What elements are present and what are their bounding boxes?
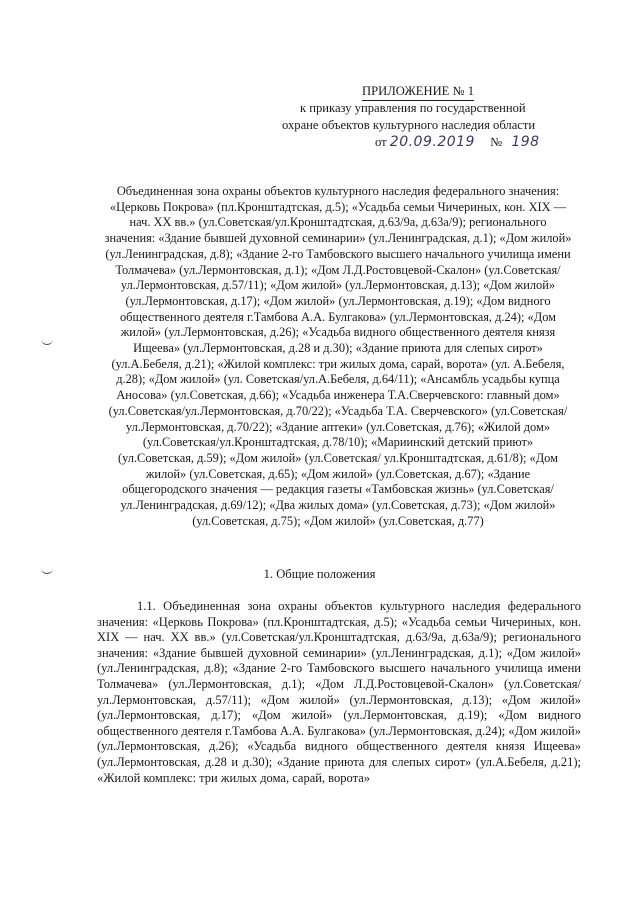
authority-line: охране объектов культурного наследия области [282, 118, 536, 132]
margin-mark [41, 338, 53, 345]
order-reference-line: к приказу управления по государственной [300, 101, 526, 115]
handwritten-number: 198 [511, 134, 540, 150]
appendix-title-text: ПРИЛОЖЕНИЕ № 1 [362, 84, 474, 101]
number-sign: № [490, 135, 503, 149]
date-number-line [375, 135, 540, 151]
handwritten-date: 20.09.2019 [389, 134, 475, 150]
date-prefix: от [375, 135, 387, 149]
appendix-title [362, 84, 474, 101]
section-heading: 1. Общие положения [263, 567, 376, 581]
paragraph-1-1: 1.1. Объединенная зона охраны объектов культурного наследия федерального значения: «Церковь Покрова» (пл.Кронштадтская, д.5); «Усадьба семьи Чичериных, кон. XIX — нач. XX вв.» (ул.Советская/ул.Кронштадтская, д.63/9а, д.63а/9); регионального значения: «Здание бывшей духовной семинарии» (ул.Ленинградская, д.1); «Дом жилой» (ул.Ленинградская, д.8); «Здание 2-го Тамбовского высшего начального училища имени Толмачева» (ул.Лермонтовская, д.1); «Дом Л.Д.Ростовцевой-Скалон» (ул.Советская/ул.Лермонтовская, д.57/11); «Дом жилой» (ул.Лермонтовская, д.13); «Дом жилой» (ул.Лермонтовская, д.17); «Дом жилой» (ул.Лермонтовская, д.19); «Дом видного общественного деятеля г.Тамбова А.А. Булгакова» (ул.Лермонтовская, д.24); «Дом жилой» (ул.Лермонтовская, д.26); «Усадьба видного общественного деятеля князя Ищеева» (ул.Лермонтовская, д.28 и д.30); «Здание приюта для слепых сирот» (ул.А.Бебеля, д.21); «Жилой комплекс: три жилых дома, сарай, ворота» [97, 599, 581, 785]
zone-description: Объединенная зона охраны объектов культурного наследия федерального значения: «Церковь Покрова» (пл.Кронштадтская, д.5); «Усадьба семьи Чичериных, кон. XIX — нач. XX вв.» (ул.Советская/ул.Кронштадтская, д.63/9а, д.63а/9); регионального значения: «Здание бывшей духовной семинарии» (ул.Ленинградская, д.1); «Дом жилой» (ул.Ленинградская, д.8); «Здание 2-го Тамбовского высшего начального училища имени Толмачева» (ул.Лермонтовская, д.1); «Дом Л.Д.Ростовцевой-Скалон» (ул.Советская/ ул.Лермонтовская, д.57/11); «Дом жилой» (ул.Лермонтовская, д.13); «Дом жилой» (ул.Лермонтовская, д.17); «Дом жилой» (ул.Лермонтовская, д.19); «Дом видного общественного деятеля г.Тамбова А.А. Булгакова» (ул.Лермонтовская, д.24); «Дом жилой» (ул.Лермонтовская, д.26); «Усадьба видного общественного деятеля князя Ищеева» (ул.Лермонтовская, д.28 и д.30); «Здание приюта для слепых сирот» (ул.А.Бебеля, д.21); «Жилой комплекс: три жилых дома, сарай, ворота» (ул. А.Бебеля, д.28); «Дом жилой» (ул. Советская/ул.А.Бебеля, д.64/11); «Ансамбль усадьбы купца Аносова» (ул.Советская, д.66); «Усадьба инженера Т.А.Сверчевского: главный дом» (ул.Советская/ул.Лермонтовская, д.70/22); «Усадьба Т.А. Сверчевского» (ул.Советская/ ул.Лермонтовская, д.70/22); «Здание аптеки» (ул.Советская, д.76); «Жилой дом» (ул.Советская/ул.Кронштадтская, д.78/10); «Мариинский детский приют» (ул.Советская, д.59); «Дом жилой» (ул.Советская/ ул.Кронштадтская, д.61/8); «Дом жилой» (ул.Советская, д.65); «Дом жилой» (ул.Советская, д.67); «Здание общегородского значения — редакция газеты «Тамбовская жизнь» (ул.Советская/ул.Ленинградская, д.69/12); «Два жилых дома» (ул.Советская, д.73); «Дом жилой» (ул.Советская, д.75); «Дом жилой» (ул.Советская, д.77) [104, 184, 572, 528]
